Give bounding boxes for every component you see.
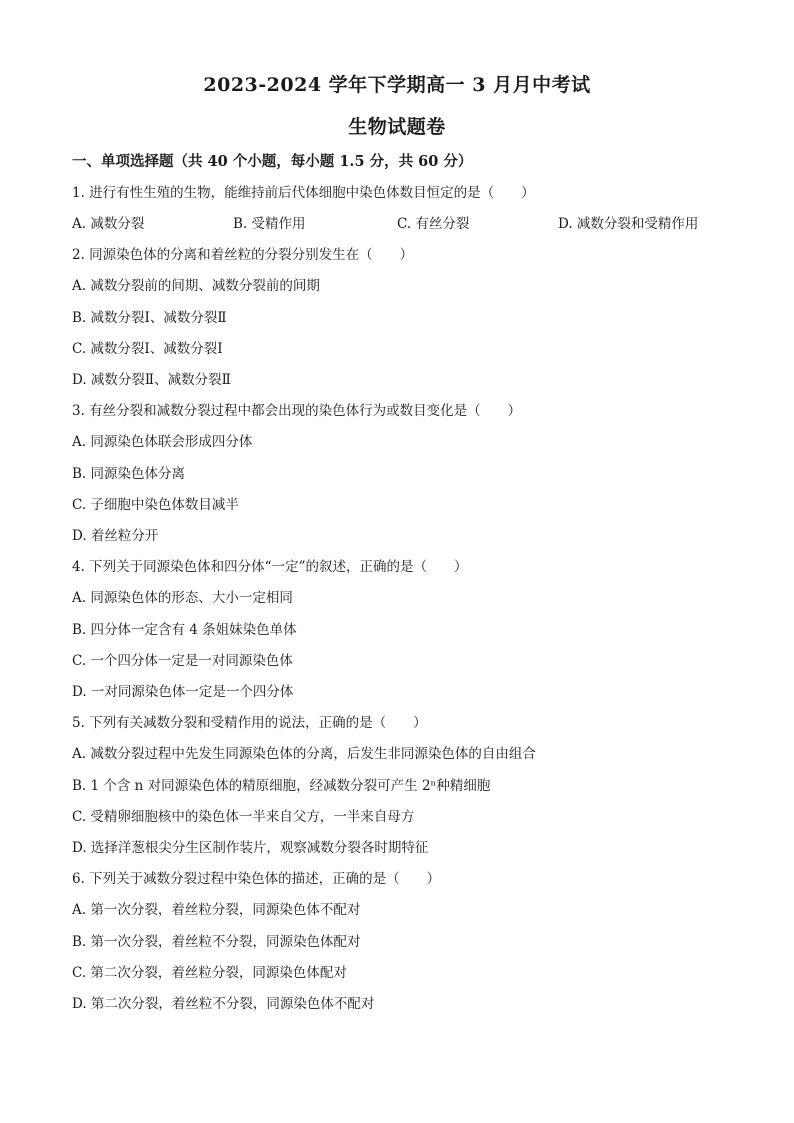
question-1-option-c: C. 有丝分裂 bbox=[397, 216, 470, 232]
question-6-option-a: A. 第一次分裂，着丝粒分裂，同源染色体不配对 bbox=[72, 902, 361, 918]
section-heading: 一、单项选择题（共 40 个小题，每小题 1.5 分，共 60 分） bbox=[72, 153, 473, 170]
question-1-option-d: D. 减数分裂和受精作用 bbox=[558, 216, 699, 232]
question-5-option-a: A. 减数分裂过程中先发生同源染色体的分离，后发生非同源染色体的自由组合 bbox=[72, 746, 536, 762]
question-1-stem: 1. 进行有性生殖的生物，能维持前后代体细胞中染色体数目恒定的是（ ） bbox=[72, 185, 535, 201]
question-3-stem: 3. 有丝分裂和减数分裂过程中都会出现的染色体行为或数目变化是（ ） bbox=[72, 403, 522, 419]
question-4-stem: 4. 下列关于同源染色体和四分体“一定”的叙述，正确的是（ ） bbox=[72, 559, 468, 575]
question-1-option-b: B. 受精作用 bbox=[233, 216, 306, 232]
question-6-option-d: D. 第二次分裂，着丝粒不分裂，同源染色体不配对 bbox=[72, 996, 375, 1012]
question-2-option-b: B. 减数分裂Ⅰ、减数分裂Ⅱ bbox=[72, 310, 227, 326]
question-5-stem: 5. 下列有关减数分裂和受精作用的说法，正确的是（ ） bbox=[72, 715, 427, 731]
exam-title: 2023-2024 学年下学期高一 3 月月中考试 bbox=[203, 74, 591, 96]
question-6-stem: 6. 下列关于减数分裂过程中染色体的描述，正确的是（ ） bbox=[72, 871, 441, 887]
question-6-option-c: C. 第二次分裂，着丝粒分裂，同源染色体配对 bbox=[72, 965, 347, 981]
question-3-option-c: C. 子细胞中染色体数目减半 bbox=[72, 497, 239, 513]
question-4-option-b: B. 四分体一定含有 4 条姐妹染色单体 bbox=[72, 622, 297, 638]
question-5-option-c: C. 受精卵细胞核中的染色体一半来自父方，一半来自母方 bbox=[72, 809, 415, 825]
exam-subtitle: 生物试题卷 bbox=[348, 116, 446, 138]
question-3-option-a: A. 同源染色体联会形成四分体 bbox=[72, 434, 253, 450]
question-1-options bbox=[72, 212, 752, 232]
question-3-option-d: D. 着丝粒分开 bbox=[72, 528, 159, 544]
question-2-option-a: A. 减数分裂前的间期、减数分裂前的间期 bbox=[72, 278, 320, 294]
question-4-option-c: C. 一个四分体一定是一对同源染色体 bbox=[72, 653, 293, 669]
question-5-option-b: B. 1 个含 n 对同源染色体的精原细胞，经减数分裂可产生 2ⁿ种精细胞 bbox=[72, 778, 491, 794]
question-2-stem: 2. 同源染色体的分离和着丝粒的分裂分别发生在（ ） bbox=[72, 247, 414, 263]
question-1-option-a: A. 减数分裂 bbox=[72, 216, 145, 232]
question-6-option-b: B. 第一次分裂，着丝粒不分裂，同源染色体配对 bbox=[72, 934, 361, 950]
question-2-option-d: D. 减数分裂Ⅱ、减数分裂Ⅱ bbox=[72, 372, 231, 388]
question-5-option-d: D. 选择洋葱根尖分生区制作装片，观察减数分裂各时期特征 bbox=[72, 840, 429, 856]
question-3-option-b: B. 同源染色体分离 bbox=[72, 466, 186, 482]
question-2-option-c: C. 减数分裂Ⅰ、减数分裂Ⅰ bbox=[72, 341, 223, 357]
question-4-option-a: A. 同源染色体的形态、大小一定相同 bbox=[72, 590, 293, 606]
question-4-option-d: D. 一对同源染色体一定是一个四分体 bbox=[72, 684, 294, 700]
